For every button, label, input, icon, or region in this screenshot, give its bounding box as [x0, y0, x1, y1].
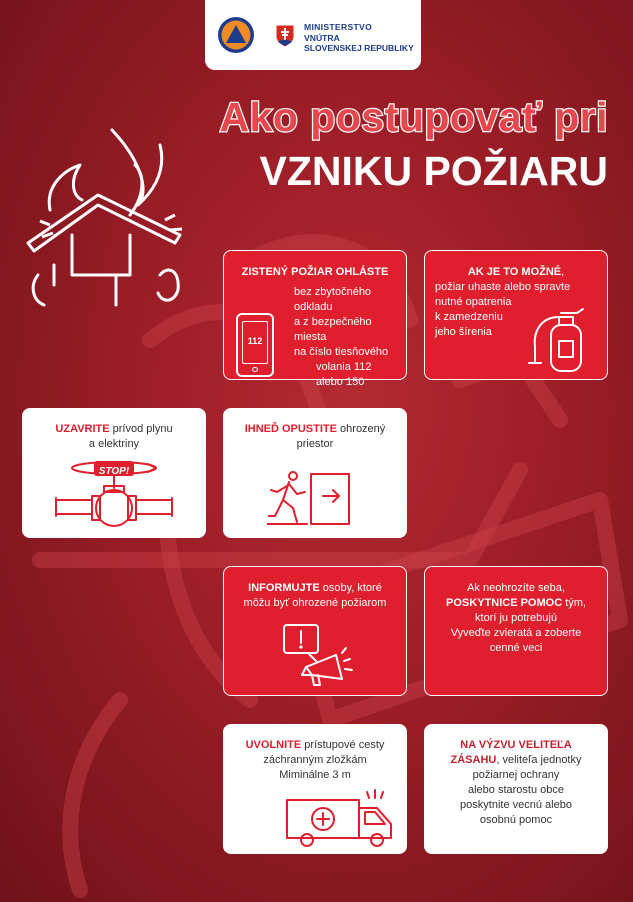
card-help-highlight: POSKYTNICE POMOC: [446, 597, 563, 609]
card-report-heading: ZISTENÝ POŽIAR OHLÁSTE: [241, 266, 389, 278]
card-commander: [424, 724, 608, 854]
card-inform-highlight: INFORMUJTE: [248, 582, 320, 594]
card-leave: [223, 408, 407, 538]
card-clear-line-1: [231, 738, 399, 753]
card-close-line-2: a elektriny: [88, 438, 140, 450]
card-report-line-4: volania 112: [316, 361, 372, 373]
card-commander-line-4: alebo starostu obce: [467, 784, 564, 796]
card-clear-line-2: záchranným zložkám: [263, 754, 367, 766]
card-extinguish-heading-suffix: ,: [561, 266, 565, 278]
card-report-line-2: a z bezpečného miesta: [294, 316, 372, 343]
card-report-line-3: na číslo tiesňového: [294, 346, 389, 358]
card-clear-line-3: Miminálne 3 m: [279, 769, 351, 781]
card-leave-line-1: [231, 422, 399, 437]
card-commander-line-6: osobnú pomoc: [479, 814, 553, 826]
card-report-fire: [223, 250, 407, 388]
card-help-line-4: Vyveďte zvieratá a zoberte: [450, 627, 582, 639]
card-commander-line-3: požiarnej ochrany: [472, 769, 560, 781]
card-report-text: [294, 285, 404, 390]
phone-icon: [236, 313, 274, 377]
card-help-line-2-rest: tým,: [562, 597, 586, 609]
card-close-highlight: UZAVRITE: [55, 423, 110, 435]
card-clear-line-1-rest: prístupové cesty: [301, 739, 385, 751]
phone-home-button: [252, 367, 258, 372]
card-commander-line-2: [432, 753, 600, 768]
card-inform-line-1: [232, 581, 398, 596]
card-commander-highlight-1: NA VÝZVU VELITEĽA: [460, 739, 572, 751]
card-close-supply: [22, 408, 206, 538]
card-help-line-5: cenné veci: [489, 642, 543, 654]
card-commander-line-2-rest: , veliteľa jednotky: [496, 754, 582, 766]
card-help-line-1: Ak neohrozíte seba,: [467, 582, 565, 594]
logo-header: [205, 0, 421, 70]
card-extinguish-line-1: požiar uhaste alebo spravte: [435, 281, 571, 293]
card-commander-highlight-2: ZÁSAHU: [450, 754, 497, 766]
card-leave-highlight: IHNEĎ OPUSTITE: [244, 423, 337, 435]
card-inform-line-2: môžu byť ohrozené požiarom: [243, 597, 387, 609]
megaphone-alert-icon: [282, 623, 354, 691]
card-report-line-1: bez zbytočného odkladu: [294, 286, 372, 313]
phone-screen-label: 112: [242, 321, 268, 364]
card-extinguish-line-3: k zamedzeniu: [435, 311, 503, 323]
card-commander-line-5: poskytnite vecnú alebo: [460, 799, 572, 811]
card-leave-line-2: priestor: [296, 438, 334, 450]
card-clear-access: [223, 724, 407, 854]
stop-label: STOP!: [98, 466, 130, 477]
card-extinguish: [424, 250, 608, 380]
civil-protection-logo-icon: [217, 16, 255, 54]
ministry-line-3: SLOVENSKEJ REPUBLIKY: [304, 43, 414, 53]
card-close-line-1: [30, 422, 198, 437]
title-line-2: VZNIKU POŽIARU: [259, 148, 608, 194]
card-extinguish-heading: AK JE TO MOŽNÉ: [467, 266, 562, 278]
card-help: [424, 566, 608, 696]
card-extinguish-line-4: jeho šírenia: [435, 326, 492, 338]
card-inform-line-1-rest: osoby, ktoré: [319, 582, 382, 594]
card-close-line-1-rest: prívod plynu: [109, 423, 173, 435]
card-help-line-2: [433, 596, 599, 611]
title-line-1: Ako postupovať pri: [219, 94, 608, 140]
card-help-line-3: ktorí ju potrebujú: [475, 612, 557, 624]
card-clear-highlight: UVOLNITE: [245, 739, 302, 751]
emergency-exit-icon: [267, 468, 367, 528]
slovak-crest-icon: [275, 24, 295, 48]
card-extinguish-line-2: nutné opatrenia: [435, 296, 512, 308]
ambulance-icon: [285, 786, 397, 850]
card-extinguish-heading-row: [433, 265, 599, 280]
ministry-line-1: MINISTERSTVO: [304, 22, 373, 32]
burning-house-icon: [20, 125, 195, 315]
card-report-line-5: alebo 150: [316, 376, 365, 388]
ministry-line-2: VNÚTRA: [304, 32, 340, 43]
ministry-name: [304, 22, 414, 54]
card-leave-line-1-rest: ohrozený: [336, 423, 386, 435]
card-inform: [223, 566, 407, 696]
fire-extinguisher-icon: [525, 303, 597, 375]
